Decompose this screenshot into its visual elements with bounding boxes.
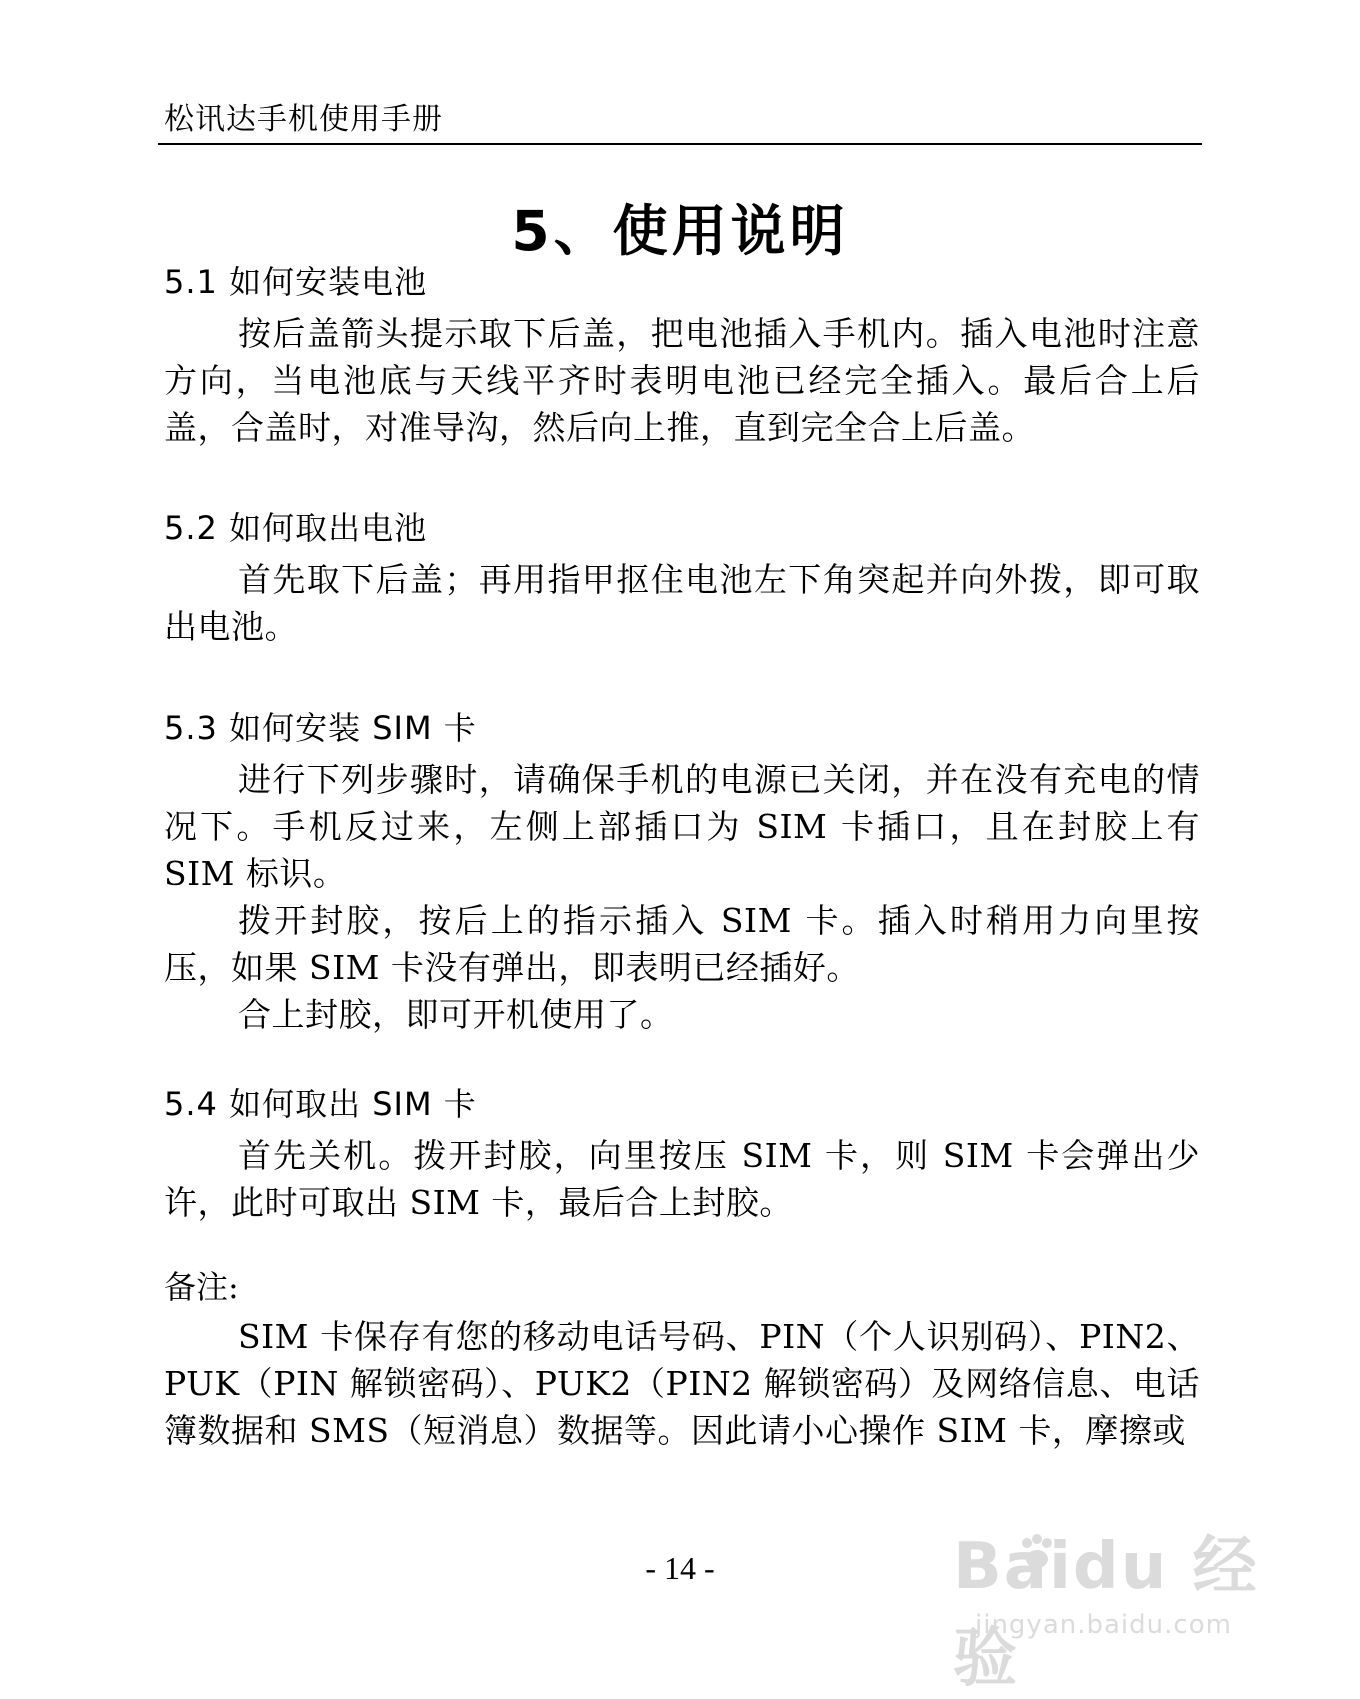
section-5-1 (164, 262, 1200, 451)
section-5-2 (164, 508, 1200, 650)
section-heading: 5.3 如何安装 SIM 卡 (164, 709, 477, 747)
chapter-title: 5、使用说明 (511, 199, 849, 263)
section-paragraph: 按后盖箭头提示取下后盖，把电池插入手机内。插入电池时注意方向，当电池底与天线平齐时表明电池已经完全插入。最后合上后盖，合盖时，对准导沟，然后向上推，直到完全合上后盖。 (164, 314, 1200, 447)
section-5-4 (164, 1084, 1200, 1226)
page-number: - 14 - (645, 1550, 715, 1586)
note-block (164, 1265, 1200, 1454)
section-heading: 5.1 如何安装电池 (164, 263, 428, 301)
section-paragraph: 合上封胶，即可开机使用了。 (238, 995, 674, 1034)
note-paragraph: SIM 卡保存有您的移动电话号码、PIN（个人识别码）、PIN2、PUK（PIN 解锁密码）、PUK2（PIN2 解锁密码）及网络信息、电话簿数据和 SMS（短消息）数据等。因此请小心操作 SIM 卡，摩擦或 (164, 1317, 1200, 1450)
section-heading: 5.2 如何取出电池 (164, 509, 428, 547)
watermark-brand: Baidu 经验 (953, 1530, 1259, 1696)
section-paragraph: 进行下列步骤时，请确保手机的电源已关闭，并在没有充电的情况下。手机反过来，左侧上部插口为 SIM 卡插口，且在封胶上有 SIM 标识。 (164, 760, 1200, 893)
section-paragraph: 拨开封胶，按后上的指示插入 SIM 卡。插入时稍用力向里按压，如果 SIM 卡没有弹出，即表明已经插好。 (164, 901, 1200, 987)
section-paragraph: 首先取下后盖；再用指甲抠住电池左下角突起并向外拨，即可取出电池。 (164, 560, 1200, 646)
section-heading: 5.4 如何取出 SIM 卡 (164, 1085, 477, 1123)
section-5-3 (164, 708, 1200, 1038)
running-header: 松讯达手机使用手册 (164, 102, 443, 137)
header-divider (158, 143, 1202, 145)
note-heading: 备注: (164, 1268, 239, 1306)
baidu-watermark (935, 1515, 1275, 1696)
paw-icon (1017, 1533, 1057, 1573)
section-paragraph: 首先关机。拨开封胶，向里按压 SIM 卡，则 SIM 卡会弹出少许，此时可取出 SIM 卡，最后合上封胶。 (164, 1136, 1200, 1222)
watermark-url: jingyan.baidu.com (975, 1610, 1232, 1640)
